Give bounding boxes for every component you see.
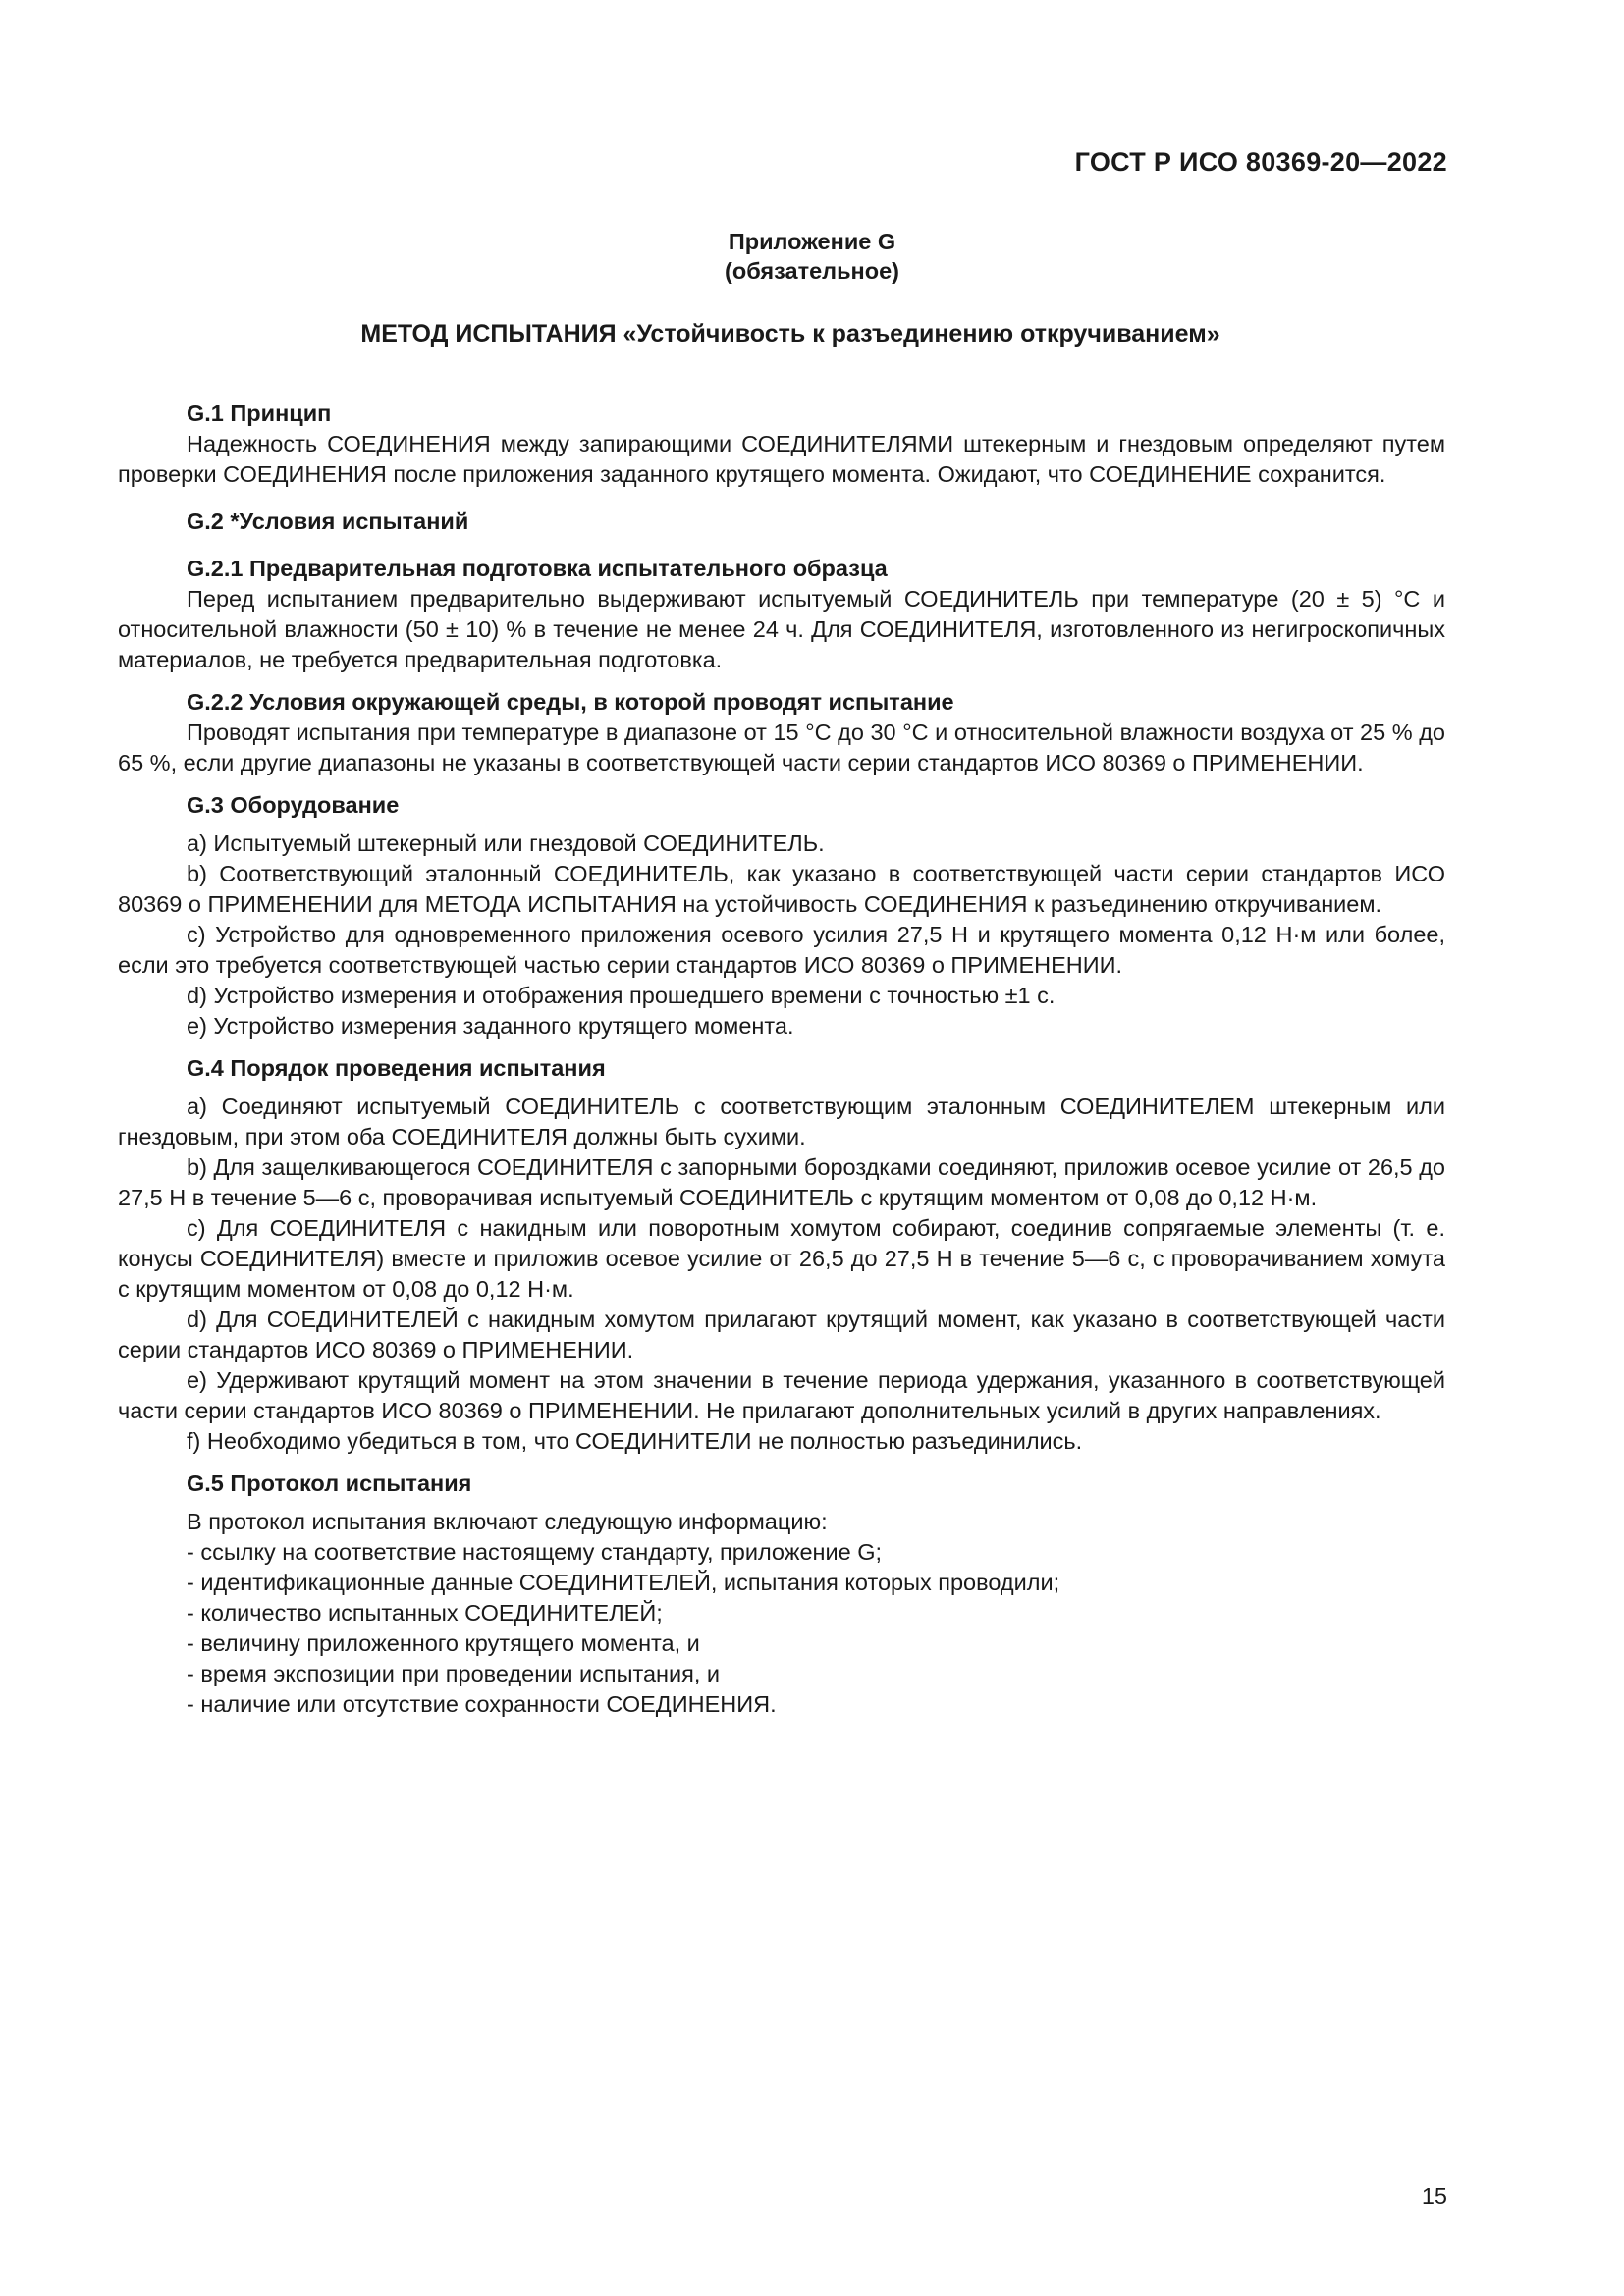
section-heading-g22: G.2.2 Условия окружающей среды, в которой проводят испытание [187, 689, 954, 715]
list-item: c) Устройство для одновременного приложения осевого усилия 27,5 Н и крутящего момента 0,12 Н·м или более, если это требуется соответствующей частью серии стандартов ИСО 80369 о ПРИМЕНЕНИИ. [118, 922, 1445, 978]
list-item: a) Соединяют испытуемый СОЕДИНИТЕЛЬ с соответствующим эталонным СОЕДИНИТЕЛЕМ штекерным или гнездовым, при этом оба СОЕДИНИТЕЛЯ должны быть сухими. [118, 1094, 1445, 1149]
list-item: - время экспозиции при проведении испытания, и [187, 1661, 721, 1686]
section-text-g1: Надежность СОЕДИНЕНИЯ между запирающими СОЕДИНИТЕЛЯМИ штекерным и гнездовым определяют путем проверки СОЕДИНЕНИЯ после приложения заданного крутящего момента. Ожидают, что СОЕДИНЕНИЕ сохранится. [118, 431, 1445, 487]
section-text-g22: Проводят испытания при температуре в диапазоне от 15 °С до 30 °С и относительной влажности воздуха от 25 % до 65 %, если другие диапазоны не указаны в соответствующей части серии стандартов ИСО 80369 о ПРИМЕНЕНИИ. [118, 720, 1445, 775]
method-title: МЕТОД ИСПЫТАНИЯ «Устойчивость к разъединению откручиванием» [360, 320, 1220, 347]
section-intro-g5: В протокол испытания включают следующую информацию: [187, 1509, 828, 1534]
list-item: b) Соответствующий эталонный СОЕДИНИТЕЛЬ, как указано в соответствующей части серии стандартов ИСО 80369 о ПРИМЕНЕНИИ для МЕТОДА ИСПЫТАНИЯ на устойчивость СОЕДИНЕНИЯ к разъединению откручиванием. [118, 861, 1445, 917]
list-item: - ссылку на соответствие настоящему стандарту, приложение G; [187, 1539, 883, 1565]
list-item: f) Необходимо убедиться в том, что СОЕДИНИТЕЛИ не полностью разъединились. [187, 1428, 1083, 1454]
document-body [118, 399, 1445, 1720]
annex-title: Приложение G [728, 229, 896, 254]
list-item: b) Для защелкивающегося СОЕДИНИТЕЛЯ с запорными бороздками соединяют, приложив осевое усилие от 26,5 до 27,5 Н в течение 5—6 с, проворачивая испытуемый СОЕДИНИТЕЛЬ с крутящим моментом от 0,08 до 0,12 Н·м. [118, 1154, 1445, 1210]
list-item: d) Для СОЕДИНИТЕЛЕЙ с накидным хомутом прилагают крутящий момент, как указано в соответствующей части серии стандартов ИСО 80369 о ПРИМЕНЕНИИ. [118, 1307, 1445, 1362]
list-item: - количество испытанных СОЕДИНИТЕЛЕЙ; [187, 1600, 663, 1626]
standard-code-header: ГОСТ Р ИСО 80369-20—2022 [1074, 147, 1447, 177]
list-item: a) Испытуемый штекерный или гнездовой СОЕДИНИТЕЛЬ. [187, 830, 825, 856]
section-heading-g1: G.1 Принцип [187, 400, 332, 426]
list-item: e) Удерживают крутящий момент на этом значении в течение периода удержания, указанного в соответствующей части серии стандартов ИСО 80369 о ПРИМЕНЕНИИ. Не прилагают дополнительных усилий в других направлениях. [118, 1367, 1445, 1423]
section-heading-g3: G.3 Оборудование [187, 792, 400, 818]
section-heading-g21: G.2.1 Предварительная подготовка испытательного образца [187, 556, 888, 581]
section-heading-g5: G.5 Протокол испытания [187, 1470, 472, 1496]
page-number: 15 [1421, 2183, 1447, 2209]
annex-status: (обязательное) [725, 258, 899, 284]
list-item: d) Устройство измерения и отображения прошедшего времени с точностью ±1 с. [187, 983, 1056, 1008]
section-heading-g4: G.4 Порядок проведения испытания [187, 1055, 606, 1081]
list-item: - величину приложенного крутящего момента, и [187, 1630, 700, 1656]
list-item: - идентификационные данные СОЕДИНИТЕЛЕЙ, испытания которых проводили; [187, 1570, 1060, 1595]
section-text-g21: Перед испытанием предварительно выдерживают испытуемый СОЕДИНИТЕЛЬ при температуре (20 ± 5) °С и относительной влажности (50 ± 10) % в течение не менее 24 ч. Для СОЕДИНИТЕЛЯ, изготовленного из негигроскопичных материалов, не требуется предварительная подготовка. [118, 586, 1445, 672]
list-item: c) Для СОЕДИНИТЕЛЯ с накидным или поворотным хомутом собирают, соединив сопрягаемые элементы (т. е. конусы СОЕДИНИТЕЛЯ) вместе и приложив осевое усилие от 26,5 до 27,5 Н в течение 5—6 с, с проворачиванием хомута с крутящим моментом от 0,08 до 0,12 Н·м. [118, 1215, 1445, 1302]
list-item: - наличие или отсутствие сохранности СОЕДИНЕНИЯ. [187, 1691, 777, 1717]
list-item: e) Устройство измерения заданного крутящего момента. [187, 1013, 794, 1039]
section-heading-g2: G.2 *Условия испытаний [187, 508, 469, 534]
